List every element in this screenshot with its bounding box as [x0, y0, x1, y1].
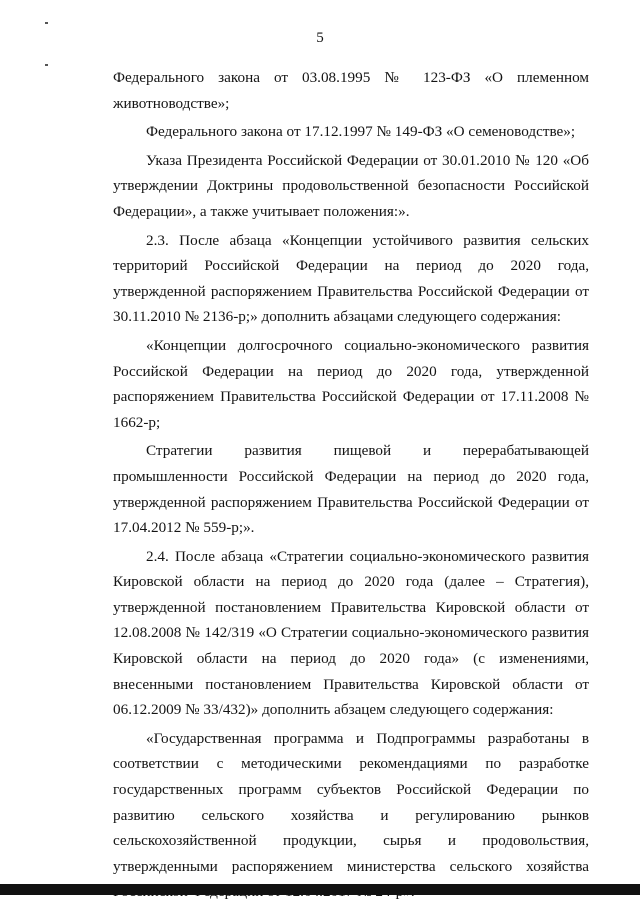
scan-bottom-edge: [0, 884, 640, 895]
paragraph: 2.4. После абзаца «Стратегии социально-экономического развития Кировской области на период до 2020 года (далее – Стратегия), утвержденной постановлением Правительства Кировской области от 12.08.2008 № 142/319 «О Стратегии социально-экономического развития Кировской области на период до 2020 года» (с изменениями, внесенными постановлением Правительства Кировской области от 06.12.2009 № 33/432)» дополнить абзацем следующего содержания:: [113, 547, 589, 719]
paragraph: 2.3. После абзаца «Концепции устойчивого развития сельских территорий Российской Федерации на период до 2020 года, утвержденной распоряжением Правительства Российской Федерации от 30.11.2010 № 2136-р;» дополнить абзацами следующего содержания:: [113, 231, 589, 326]
paragraph: Федерального закона от 03.08.1995 № 123-ФЗ «О племенном животноводстве»;: [113, 69, 589, 112]
document-body: [113, 65, 589, 908]
paragraph: «Государственная программа и Подпрограммы разработаны в соответствии с методическими рекомендациями по разработке государственных программ субъектов Российской Федерации по развитию сельского хозяйства и регулированию рынков сельскохозяйственной продукции, сырья и продовольствия, утвержденными распоряжением министерства сельского хозяйства: [113, 729, 589, 875]
paragraph: Стратегии развития пищевой и перерабатывающей промышленности Российской Федерации на период до 2020 года, утвержденной распоряжением Правительства Российской Федерации от 17.04.2012 № 559-р;».: [113, 442, 589, 537]
scan-mark: [45, 22, 48, 24]
page-number: 5: [316, 30, 324, 46]
paragraph: «Концепции долгосрочного социально-экономического развития Российской Федерации на период до 2020 года, утвержденной распоряжением Правительства Российской Федерации от 17.11.2008 № 1662-р;: [113, 336, 589, 431]
paragraph: Указа Президента Российской Федерации от 30.01.2010 № 120 «Об утверждении Доктрины продовольственной безопасности Российской Федерации», а также учитывает положения:».: [113, 151, 589, 220]
paragraph: Федерального закона от 17.12.1997 № 149-ФЗ «О семеноводстве»;: [146, 123, 576, 141]
scan-mark: [45, 64, 48, 66]
